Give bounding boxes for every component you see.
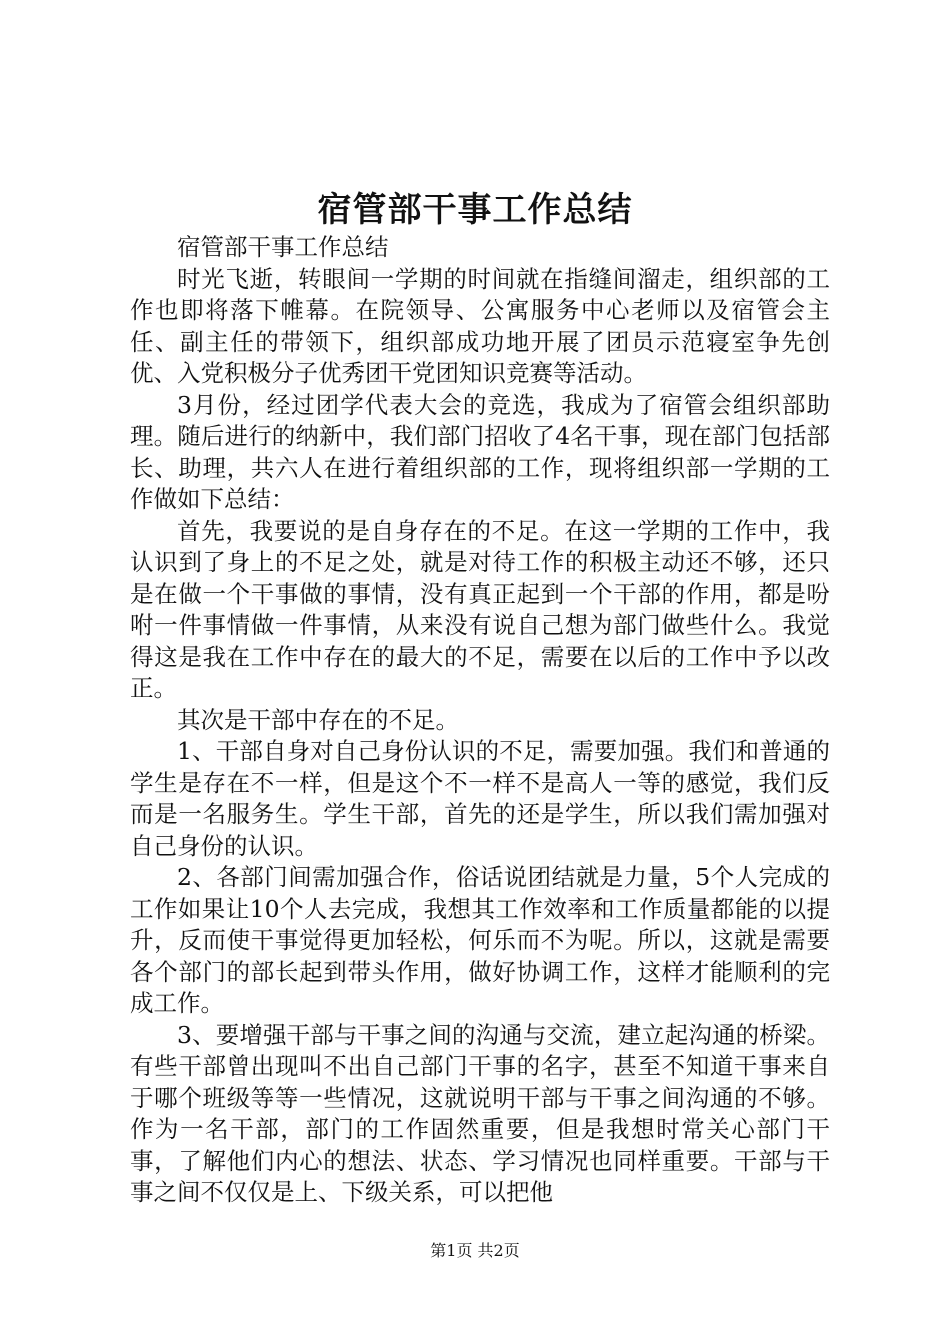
paragraph-point-2: 2、各部门间需加强合作，俗话说团结就是力量，5个人完成的工作如果让10个人去完成，我想其工作效率和工作质量都能的以提升，反而使干事觉得更加轻松，何乐而不为呢。所以，这就是需要各个部门的部长起到带头作用，做好协调工作，这样才能顺利的完成工作。 (130, 863, 830, 1017)
document-title: 宿管部干事工作总结 (317, 190, 633, 230)
document-body (130, 232, 830, 1209)
page-number-footer: 第1页 共2页 (430, 1241, 520, 1260)
paragraph-self-shortcomings: 首先，我要说的是自身存在的不足。在这一学期的工作中，我认识到了身上的不足之处，就是对待工作的积极主动还不够，还只是在做一个干事做的事情，没有真正起到一个干部的作用，都是吩咐一件事情做一件事情，从来没有说自己想为部门做些什么。我觉得这是我在工作中存在的最大的不足，需要在以后的工作中予以改正。 (130, 516, 830, 702)
paragraph-point-3: 3、要增强干部与干事之间的沟通与交流，建立起沟通的桥梁。有些干部曾出现叫不出自己部门干事的名字，甚至不知道干事来自于哪个班级等等一些情况，这就说明干部与干事之间沟通的不够。作为一名干部，部门的工作固然重要，但是我想时常关心部门干事，了解他们内心的想法、状态、学习情况也同样重要。干部与干事之间不仅仅是上、下级关系，可以把他 (130, 1020, 830, 1206)
paragraph-point-1: 1、干部自身对自己身份认识的不足，需要加强。我们和普通的学生是存在不一样，但是这个不一样不是高人一等的感觉，我们反而是一名服务生。学生干部，首先的还是学生，所以我们需加强对自己身份的认识。 (130, 737, 830, 860)
paragraph-subtitle: 宿管部干事工作总结 (177, 233, 389, 261)
paragraph-background: 3月份，经过团学代表大会的竞选，我成为了宿管会组织部助理。随后进行的纳新中，我们部门招收了4名干事，现在部门包括部长、助理，共六人在进行着组织部的工作，现将组织部一学期的工作做如下总结： (130, 390, 830, 513)
paragraph-intro: 时光飞逝，转眼间一学期的时间就在指缝间溜走，组织部的工作也即将落下帷幕。在院领导、公寓服务中心老师以及宿管会主任、副主任的带领下，组织部成功地开展了团员示范寝室争先创优、入党积极分子优秀团干党团知识竞赛等活动。 (130, 264, 830, 387)
paragraph-cadre-shortcomings: 其次是干部中存在的不足。 (177, 705, 459, 734)
